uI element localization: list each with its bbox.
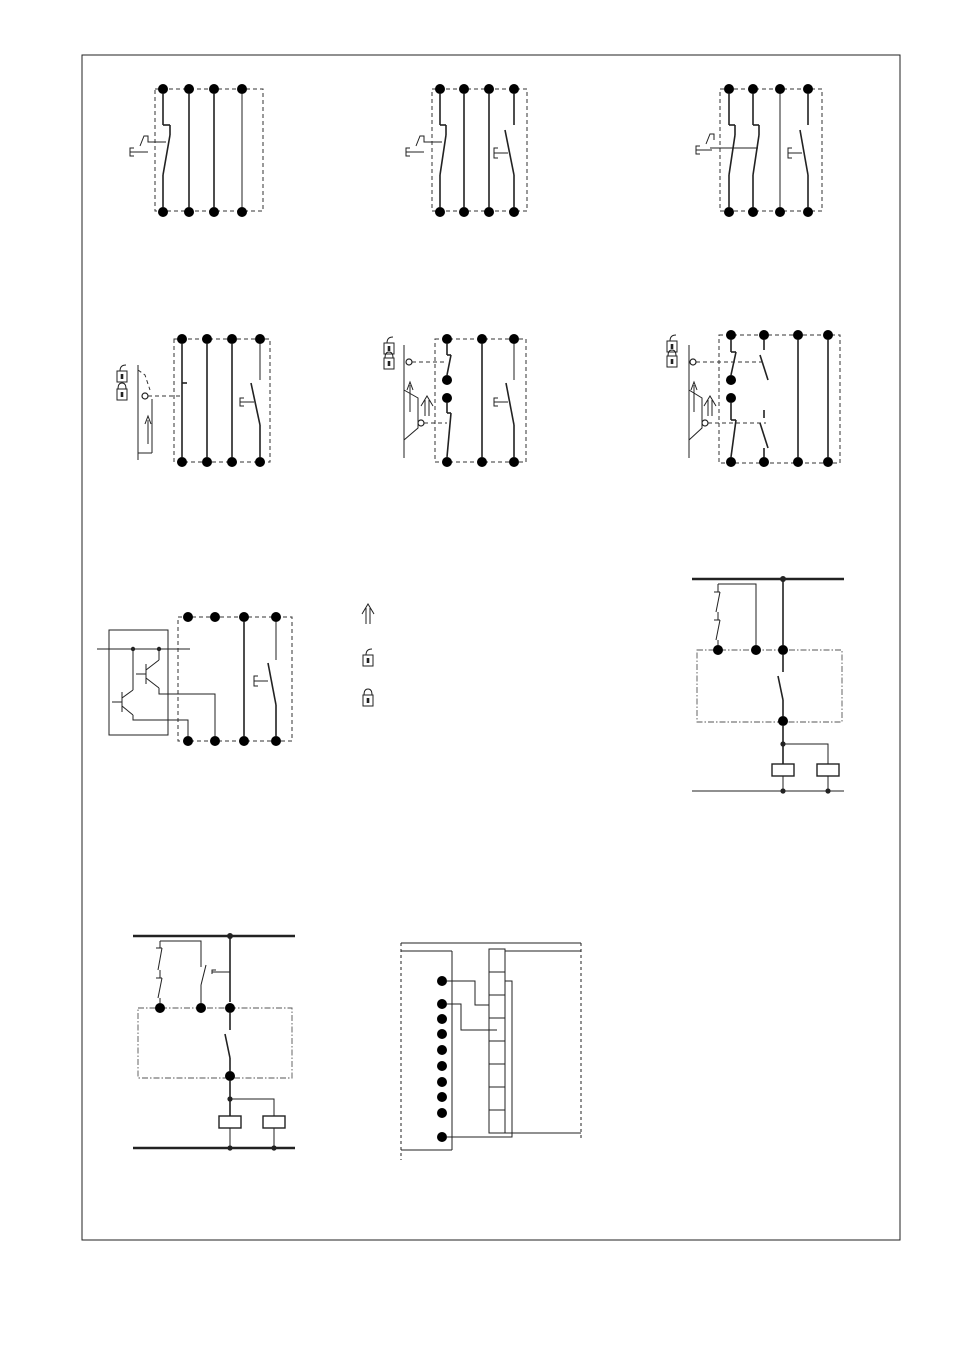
contact-variant-3 [696, 84, 822, 217]
terminal-strip [401, 943, 581, 1160]
locking-variant-2 [384, 334, 526, 467]
relay-coil [817, 764, 839, 776]
locking-variant-3 [667, 330, 840, 467]
locked-padlock-icon [384, 352, 394, 369]
locked-padlock-icon [117, 383, 127, 400]
locking-variant-1 [117, 334, 270, 467]
locked-padlock-icon [363, 689, 373, 706]
emergency-stop-actuator-icon [696, 134, 714, 154]
double-arrow-up-icon [704, 396, 716, 416]
relay-coil [772, 764, 794, 776]
unlocked-padlock-icon [117, 365, 127, 382]
terminal [726, 330, 833, 467]
symbol-legend [362, 604, 374, 706]
terminal [183, 612, 281, 746]
contact-variant-2 [406, 84, 527, 217]
transistor-module [97, 612, 292, 746]
unlocked-padlock-icon [384, 337, 394, 354]
terminal [158, 84, 247, 217]
terminal [155, 1003, 235, 1081]
relay-coil [219, 1116, 241, 1128]
unlocked-padlock-icon [363, 649, 373, 666]
relay-coil [263, 1116, 285, 1128]
contact-variant-1 [130, 84, 263, 217]
transistor-icon [136, 649, 159, 688]
locked-padlock-icon [667, 350, 677, 367]
double-arrow-up-icon [362, 604, 374, 624]
emergency-stop-actuator-icon [406, 136, 442, 156]
terminal [177, 334, 265, 467]
circuit-example-2 [133, 933, 295, 1151]
emergency-stop-actuator-icon [130, 136, 166, 156]
terminal [724, 84, 813, 217]
terminal [435, 84, 519, 217]
terminal [713, 645, 788, 726]
unlocked-padlock-icon [667, 335, 677, 352]
page-frame [82, 55, 900, 1240]
transistor-icon [112, 649, 133, 715]
terminal [437, 976, 447, 1142]
circuit-example-1 [692, 576, 844, 794]
double-arrow-up-icon [421, 396, 433, 416]
terminal [442, 334, 519, 467]
